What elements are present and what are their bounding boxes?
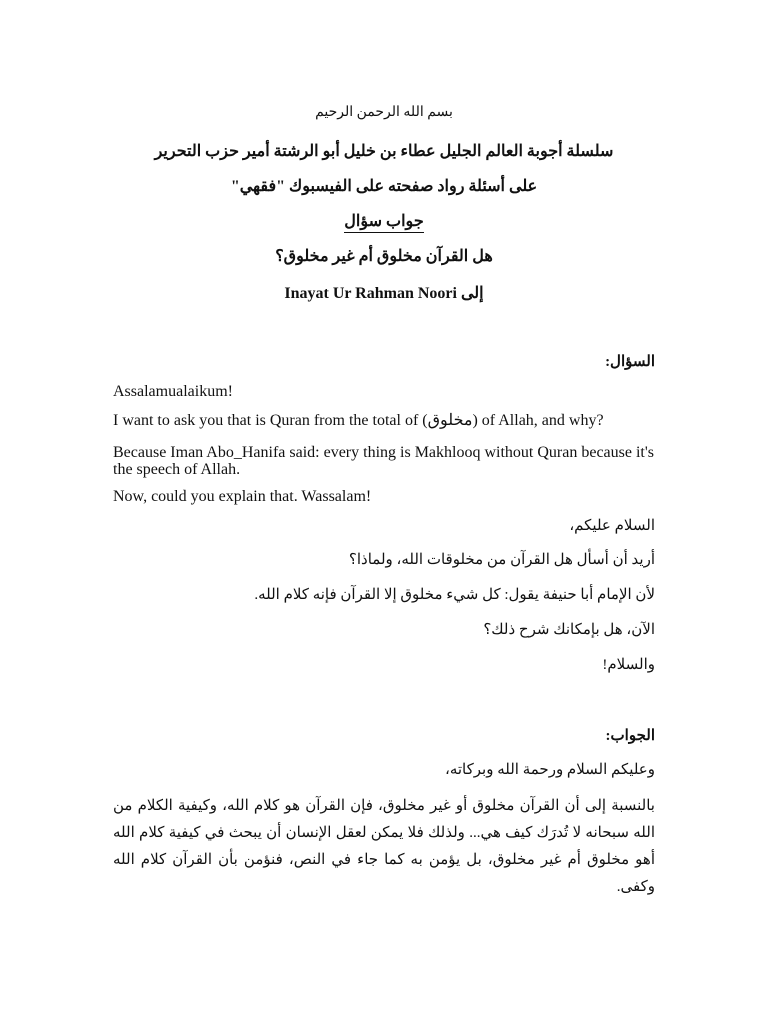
question-arabic-line2: لأن الإمام أبا حنيفة يقول: كل شيء مخلوق إلا القرآن فإنه كلام الله. <box>254 587 655 603</box>
qa-heading <box>0 211 768 233</box>
question-title: هل القرآن مخلوق أم غير مخلوق؟ <box>275 248 493 265</box>
basmala: بسم الله الرحمن الرحيم <box>315 105 453 120</box>
question-arabic-line1: أريد أن أسأل هل القرآن من مخلوقات الله، ولماذا؟ <box>348 552 655 568</box>
series-title: سلسلة أجوبة العالم الجليل عطاء بن خليل أبو الرشتة أمير حزب التحرير <box>154 143 614 160</box>
answer-label: الجواب: <box>605 728 655 744</box>
subtitle: على أسئلة رواد صفحته على الفيسبوك "فقهي" <box>230 178 538 195</box>
question-english-line1: I want to ask you that is Quran from the total of (مخلوق) of Allah, and why? <box>113 412 604 429</box>
answer-body: بالنسبة إلى أن القرآن مخلوق أو غير مخلوق، فإن القرآن هو كلام الله، وكيفية الكلام من الله سبحانه لا تُدرَك كيف هي... ولذلك فلا يمكن لعقل الإنسان أن يبحث في كيفية كلام الله أهو مخلوق أم غير مخلوق، بل يؤمن به كما جاء في النص، فنؤمن بأن القرآن كلام الله وكفى. <box>113 798 655 895</box>
question-arabic-greeting: السلام عليكم، <box>569 518 655 534</box>
recipient-prefix: إلى <box>460 285 484 302</box>
question-english-greeting: Assalamualaikum! <box>113 383 233 400</box>
question-english-line3: Now, could you explain that. Wassalam! <box>113 488 372 505</box>
recipient-name: Inayat Ur Rahman Noori <box>284 285 457 302</box>
question-english-line2: Because Iman Abo_Hanifa said: every thing is Makhlooq without Quran because it's the speech of Allah. <box>113 444 654 478</box>
question-arabic-line3: الآن، هل بإمكانك شرح ذلك؟ <box>483 622 655 638</box>
question-label: السؤال: <box>605 354 655 370</box>
qa-heading-text: جواب سؤال <box>344 211 423 233</box>
answer-greeting: وعليكم السلام ورحمة الله وبركاته، <box>445 762 655 778</box>
recipient-line <box>0 283 768 303</box>
question-arabic-closing: والسلام! <box>602 657 655 673</box>
